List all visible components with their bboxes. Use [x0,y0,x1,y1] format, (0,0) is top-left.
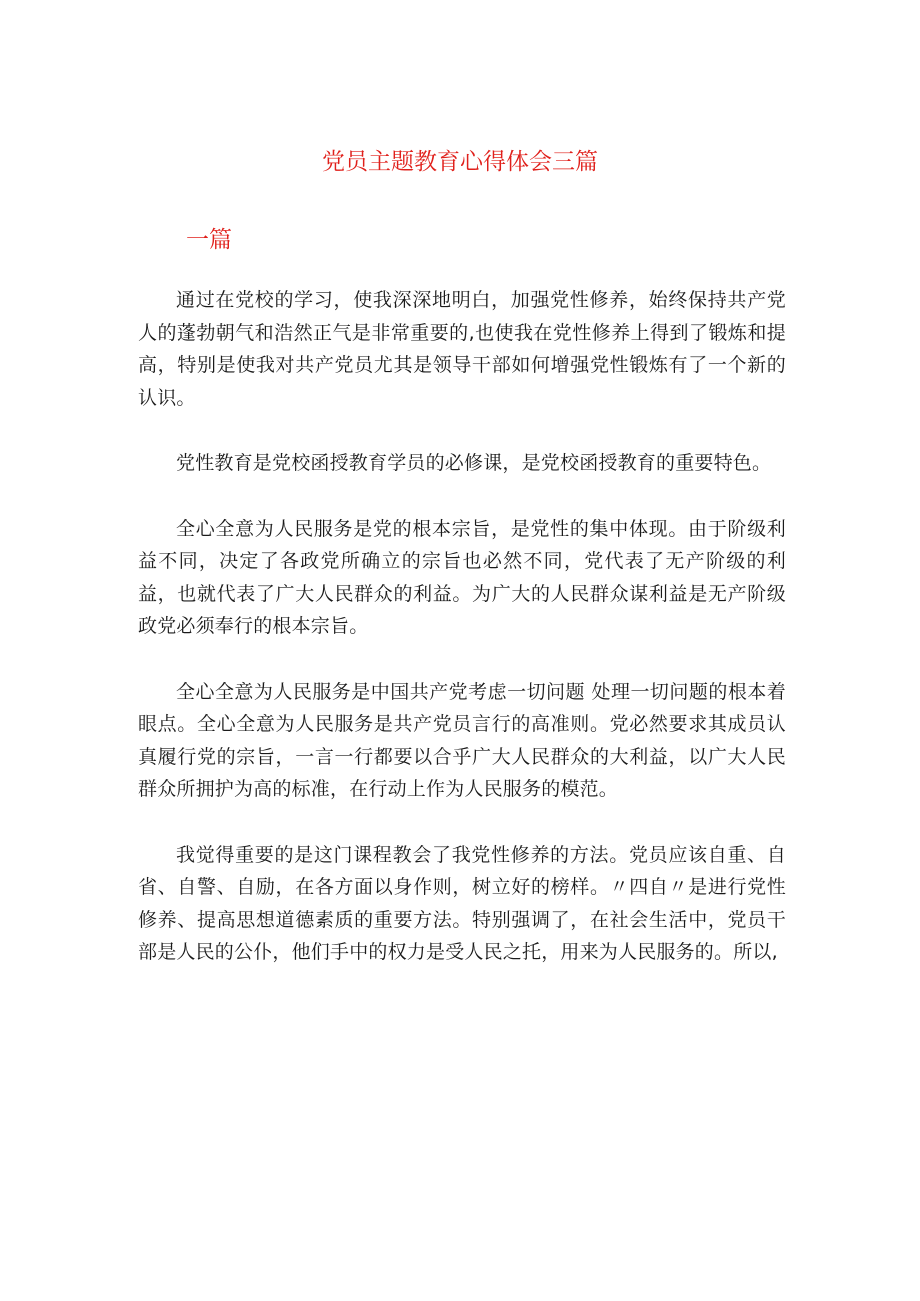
paragraph: 全心全意为人民服务是中国共产党考虑一切问题 处理一切问题的根本着眼点。全心全意为人民服务是共产党员言行的高准则。党必然要求其成员认真履行党的宗旨，一言一行都要以合乎广大人民群众的大利益，以广大人民群众所拥护为高的标准，在行动上作为人民服务的模范。 [138,680,786,800]
section-heading: 一篇 [186,227,232,253]
paragraph: 全心全意为人民服务是党的根本宗旨，是党性的集中体现。由于阶级利益不同，决定了各政党所确立的宗旨也必然不同，党代表了无产阶级的利益，也就代表了广大人民群众的利益。为广大的人民群众谋利益是无产阶级政党必须奉行的根本宗旨。 [138,517,786,637]
document-title: 党员主题教育心得体会三篇 [322,149,598,175]
paragraph: 我觉得重要的是这门课程教会了我党性修养的方法。党员应该自重、自省、自警、自励，在各方面以身作则，树立好的榜样。〃四自〃是进行党性修养、提高思想道德素质的重要方法。特别强调了，在社会生活中，党员干部是人民的公仆，他们手中的权力是受人民之托，用来为人民服务的。所以, [138,843,786,963]
paragraph: 党性教育是党校函授教育学员的必修课，是党校函授教育的重要特色。 [176,452,772,474]
paragraph: 通过在党校的学习，使我深深地明白，加强党性修养，始终保持共产党人的蓬勃朝气和浩然正气是非常重要的,也使我在党性修养上得到了锻炼和提高，特别是使我对共产党员尤其是领导干部如何增强党性锻炼有了一个新的认识。 [138,289,786,409]
document-body [138,284,786,969]
